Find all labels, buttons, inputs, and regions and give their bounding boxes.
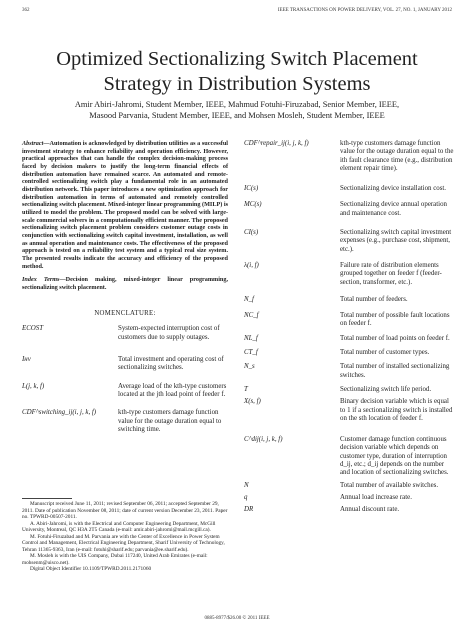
- nomenclature-row: [244, 494, 454, 502]
- nomenclature-symbol: NL_f: [244, 334, 258, 342]
- footnotes: [22, 498, 228, 573]
- nomenclature-row: [244, 386, 454, 394]
- nomenclature-definition: Customer damage function continuous decision variable which depends on customer type, duration of interruption d_ij, etc.; d_ij depends on the number and location of sectionalizing switches.: [340, 436, 449, 477]
- nomenclature-definition: Total number of installed sectionalizing switches.: [340, 363, 450, 379]
- nomenclature-heading: NOMENCLATURE:: [94, 310, 156, 318]
- nomenclature-row: [244, 229, 454, 254]
- footnote: A. Abiri-Jahromi, is with the Electrical and Computer Engineering Department, McGill University, Montreal, QC H3A 2T5 Canada (e-mail: amir.abiri-jahromi@mail.mcgill.ca).: [22, 520, 216, 533]
- footnote: Digital Object Identifier 10.1109/TPWRD.2011.2171060: [30, 566, 152, 572]
- nomenclature-definition: Sectionalizing device installation cost.: [340, 185, 447, 193]
- nomenclature-definition: kth-type customers damage function value for the outage duration equal to switching time.: [118, 409, 222, 433]
- nomenclature-row: [244, 201, 454, 218]
- index-terms: [22, 276, 228, 291]
- nomenclature-row: [244, 140, 454, 173]
- nomenclature-definition: Total number of available switches.: [340, 481, 439, 489]
- nomenclature-symbol: T: [244, 385, 248, 393]
- index-terms-text: Decision making, mixed-integer linear programming, sectionalizing switch placement.: [22, 276, 228, 291]
- nomenclature-symbol: IC(s): [244, 185, 259, 193]
- nomenclature-symbol: CI(s): [244, 229, 259, 237]
- nomenclature-definition: Total investment and operating cost of sectionalizing switches.: [118, 356, 224, 372]
- nomenclature-symbol: MC(s): [244, 201, 262, 209]
- nomenclature-row: [244, 296, 454, 304]
- nomenclature-definition: Total number of customer types.: [340, 349, 430, 357]
- nomenclature-symbol: N_f: [244, 295, 254, 303]
- nomenclature-symbol: ECOST: [22, 325, 44, 333]
- nomenclature-symbol: CDF^switching_ij(i, j, k, f): [22, 409, 97, 417]
- nomenclature-definition: Sectionalizing device annual operation and maintenance cost.: [340, 201, 447, 217]
- nomenclature-symbol: λ(i, f): [244, 261, 259, 269]
- right-column: [244, 140, 454, 517]
- nomenclature-row: [244, 436, 454, 477]
- nomenclature-definition: Failure rate of distribution elements grouped together on feeder f (feeder-section, transformer, etc.).: [340, 261, 442, 286]
- title-line-1: Optimized Sectionalizing Switch Placement: [56, 48, 418, 70]
- nomenclature-row: [244, 262, 454, 287]
- nomenclature-row: [22, 409, 228, 434]
- nomenclature-row: [244, 482, 454, 490]
- title-line-2: Strategy in Distribution Systems: [103, 73, 371, 95]
- nomenclature-symbol: CT_f: [244, 349, 258, 357]
- nomenclature-definition: Total number of load points on feeder f.: [340, 334, 450, 342]
- nomenclature-definition: Sectionalizing switch capital investment expenses (e.g., purchase cost, shipment, etc.).: [340, 229, 452, 253]
- nomenclature-symbol: N_s: [244, 363, 255, 371]
- nomenclature-symbol: X(s, f): [244, 398, 261, 406]
- nomenclature-symbol: L(j, k, f): [22, 382, 45, 390]
- nomenclature-definition: Annual discount rate.: [340, 506, 400, 514]
- nomenclature-row: [244, 185, 454, 193]
- authors-line-1: Amir Abiri-Jahromi, Student Member, IEEE, Mahmud Fotuhi-Firuzabad, Senior Member, IEEE,: [74, 100, 400, 109]
- page-number: 362: [22, 8, 30, 13]
- nomenclature-row: [22, 383, 228, 400]
- paper-title: [0, 47, 474, 97]
- nomenclature-row: [244, 349, 454, 357]
- nomenclature-row: [22, 325, 228, 342]
- nomenclature-definition: Total number of feeders.: [340, 295, 408, 303]
- footnote-list: [22, 501, 228, 573]
- nomenclature-row: [244, 506, 454, 514]
- nomenclature-row: [244, 312, 454, 329]
- index-terms-lead: Index Terms—: [22, 276, 66, 284]
- abstract-lead: Abstract—: [22, 140, 50, 147]
- left-column: [22, 140, 228, 444]
- nomenclature-row: [244, 363, 454, 380]
- nomenclature-definition: Binary decision variable which is equal to 1 if a sectionalizing switch is installed on the sth location of feeder f.: [340, 398, 453, 422]
- nomenclature-symbol: N: [244, 481, 249, 489]
- footnote: Manuscript received June 11, 2011; revised September 06, 2011; accepted September 29, 2011. Date of publication November 08, 2011; date of current version December 23, 2011. Paper no. TPWRD-00507-2011.: [22, 501, 228, 520]
- nomenclature-definition: Annual load increase rate.: [340, 493, 412, 501]
- footnote-rule: [22, 498, 72, 499]
- nomenclature-symbol: C^dij(i, j, k, f): [244, 436, 283, 444]
- nomenclature-definition: System-expected interruption cost of customers due to supply outages.: [118, 325, 220, 341]
- footnote: M. Fotuhi-Firuzabad and M. Parvania are with the Center of Excellence in Power System Control and Management, Electrical Engineering Department, Sharif University of Technology, Tehran 11365-9363, Iran (e-mail: fotuhi@sharif.edu; parvania@ee.sharif.edu).: [22, 533, 225, 553]
- running-header: IEEE TRANSACTIONS ON POWER DELIVERY, VOL. 27, NO. 1, JANUARY 2012: [277, 8, 452, 13]
- footnote: M. Mosleh is with the UIS Company, Dubai 117240, United Arab Emirates (e-mail: mohsenm@uisco.net).: [22, 553, 208, 566]
- abstract: [22, 140, 228, 270]
- nomenclature-symbol: DR: [244, 506, 254, 514]
- abstract-text: Automation is acknowledged by distribution utilities as a successful investment strategy to enhance reliability and operation efficiency. However, practical approaches that can handle the complex decision-making process faced by decision makers to justify the long-term financial effects of distribution automation have remained scarce. An automated and remote-controlled sectionalizing switch play a fundamental role in an automated distribution network. This paper introduces a new optimization approach for distribution automation in terms of automated and remotely controlled sectionalizing switch placement. Mixed-integer linear programming (MILP) is utilized to model the problem. The proposed model can be solved with large-scale commercial solvers in a computationally efficient manner. The proposed sectionalizing switch placement problem considers customer outage costs in conjunction with sectionalizing switch capital investment, installation, as well as annual operation and maintenance costs. The effectiveness of the proposed approach is tested on a reliability test system and a typical real size system. The presented results indicate the accuracy and efficiency of the proposed method.: [22, 140, 228, 270]
- nomenclature-left-list: [22, 325, 228, 434]
- nomenclature-definition: kth-type customers damage function value for the outage duration equal to the ith fault clearance time (e.g., distribution element repair time).: [340, 140, 454, 172]
- author-list: [0, 100, 474, 121]
- nomenclature-symbol: CDF^repair_ij(i, j, k, f): [244, 140, 309, 147]
- nomenclature-symbol: q: [244, 493, 248, 501]
- nomenclature-symbol: Iнv: [22, 356, 31, 364]
- nomenclature-definition: Average load of the kth-type customers located at the jth load point of feeder f.: [118, 382, 227, 398]
- nomenclature-row: [244, 398, 454, 423]
- nomenclature-definition: Sectionalizing switch life period.: [340, 385, 432, 393]
- nomenclature-symbol: NC_f: [244, 312, 259, 320]
- authors-line-2: Masood Parvania, Student Member, IEEE, and Mohsen Mosleh, Student Member, IEEE: [89, 110, 385, 120]
- nomenclature-right-list: [244, 140, 454, 515]
- copyright-footer: 0885-8977/$26.00 © 2011 IEEE: [204, 616, 270, 621]
- nomenclature-row: [244, 335, 454, 343]
- nomenclature-definition: Total number of possible fault locations on feeder f.: [340, 312, 450, 328]
- nomenclature-row: [22, 356, 228, 373]
